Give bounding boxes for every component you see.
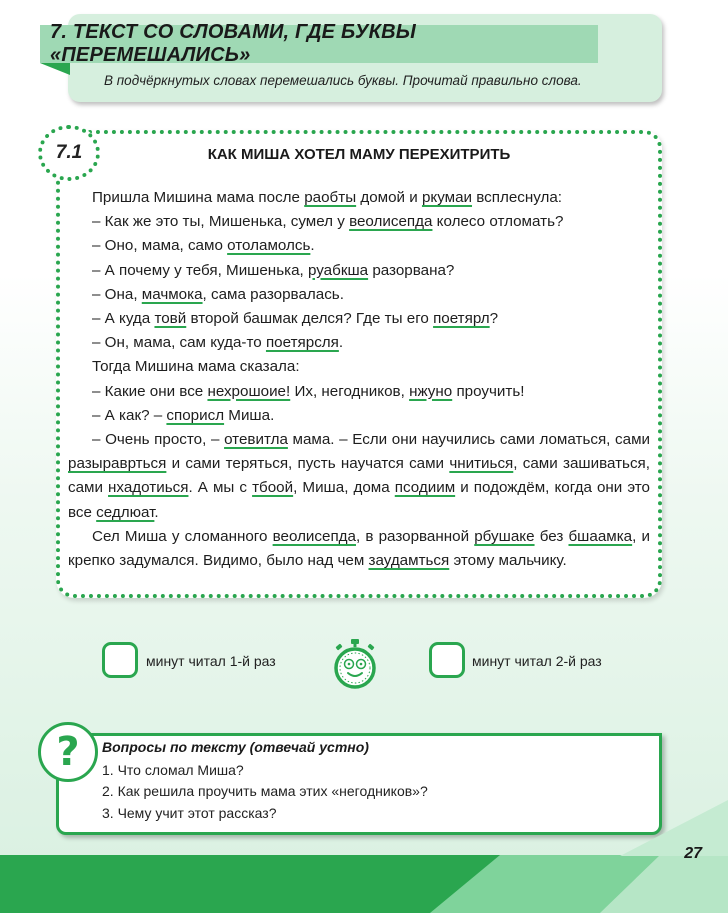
section-title: 7. ТЕКСТ СО СЛОВАМИ, ГДЕ БУКВЫ «ПЕРЕМЕШАЛИСЬ»	[50, 21, 416, 66]
stopwatch-icon	[331, 638, 379, 690]
scrambled-word: разыраврться	[68, 455, 167, 473]
scrambled-word: заудамться	[368, 552, 450, 570]
story-number: 7.1	[55, 142, 83, 163]
story-line: Пришла Мишина мама после раобты домой и ркумаи всплеснула:	[92, 189, 563, 206]
minutes-label-first: минут читал 1-й раз	[146, 653, 276, 669]
page-number: 27	[684, 845, 702, 862]
scrambled-word: товй	[154, 310, 187, 328]
minutes-label-second: минут читал 2-й раз	[472, 653, 602, 669]
scrambled-word: веолисепда	[349, 213, 433, 231]
scrambled-word: веолисепда	[272, 527, 356, 545]
scrambled-word: ркумаи	[421, 189, 473, 206]
story-line: – Она, мачмока, сама разорвалась.	[92, 285, 344, 303]
scrambled-word: рбушаке	[474, 527, 535, 545]
scrambled-word: бшаамка	[568, 527, 633, 545]
minutes-box-first[interactable]	[102, 642, 138, 678]
story-line: – Он, мама, сам куда-то поетярсля.	[92, 334, 344, 352]
story-line: – А куда товй второй башмак делся? Где ты его поетярл?	[92, 310, 499, 328]
scrambled-word: тбоой	[252, 479, 294, 497]
scrambled-word: спорисл	[166, 406, 225, 424]
question-badge	[38, 722, 98, 782]
scrambled-word: седлюат	[96, 503, 155, 521]
scrambled-word: поетярсля	[265, 334, 339, 352]
story-paragraph: Сел Миша у сломанного веолисепда, в разорванной рбушаке без бшаамка, и крепко задумался. Видимо, было над чем заудамться этому мальчику.	[68, 527, 651, 570]
story-line: – Какие они все нехрошоие! Их, негодников, нжуно проучить!	[92, 382, 525, 400]
scrambled-word: раобты	[304, 189, 357, 206]
story-line: Тогда Мишина мама сказала:	[92, 358, 300, 376]
story-title: КАК МИША ХОТЕЛ МАМУ ПЕРЕХИТРИТЬ	[207, 146, 511, 163]
scrambled-word: отоламолсь	[227, 237, 311, 255]
question-item: 1. Что сломал Миша?	[102, 762, 244, 778]
scrambled-word: псодиим	[394, 479, 456, 497]
scrambled-word: поетярл	[433, 310, 490, 328]
scrambled-word: нжуно	[409, 382, 453, 400]
scrambled-word: отевитла	[224, 431, 288, 449]
story-line: – А почему у тебя, Мишенька, руабкша разорвана?	[92, 261, 455, 279]
story-line: – Как же это ты, Мишенька, сумел у веолисепда колесо отломать?	[92, 213, 564, 231]
scrambled-word: нхадотиься	[108, 479, 189, 497]
story-paragraph: – Очень просто, – отевитла мама. – Если они научились сами ломаться, сами разыраврться и сами теряться, пусть научатся сами чнитиься, сами зашиваться, сами нхадотиься. А мы с тбоой, Миша, дома псодиим и подождём, когда они это все седлюат.	[68, 431, 651, 521]
story-line: – А как? – спорисл Миша.	[92, 406, 275, 424]
scrambled-word: чнитиься	[449, 455, 514, 473]
question-mark-icon: ?	[56, 729, 80, 775]
question-item: 3. Чему учит этот рассказ?	[102, 805, 277, 821]
footer-decoration	[0, 855, 728, 913]
footer-bar	[0, 855, 728, 913]
questions-title: Вопросы по тексту (отвечай устно)	[102, 739, 369, 755]
corner-decoration	[560, 800, 728, 856]
scrambled-word: мачмока	[141, 285, 203, 303]
minutes-box-second[interactable]	[429, 642, 465, 678]
scrambled-word: нехрошоие!	[207, 382, 291, 400]
title-tab-decoration	[40, 63, 70, 75]
story-line: – Оно, мама, само отоламолсь.	[92, 237, 315, 255]
instruction-text: В подчёркнутых словах перемешались буквы. Прочитай правильно слова.	[104, 73, 582, 88]
story-body	[68, 186, 650, 573]
scrambled-word: руабкша	[307, 261, 369, 279]
question-item: 2. Как решила проучить мама этих «негодников»?	[102, 783, 428, 799]
section-title-bar	[40, 21, 598, 66]
